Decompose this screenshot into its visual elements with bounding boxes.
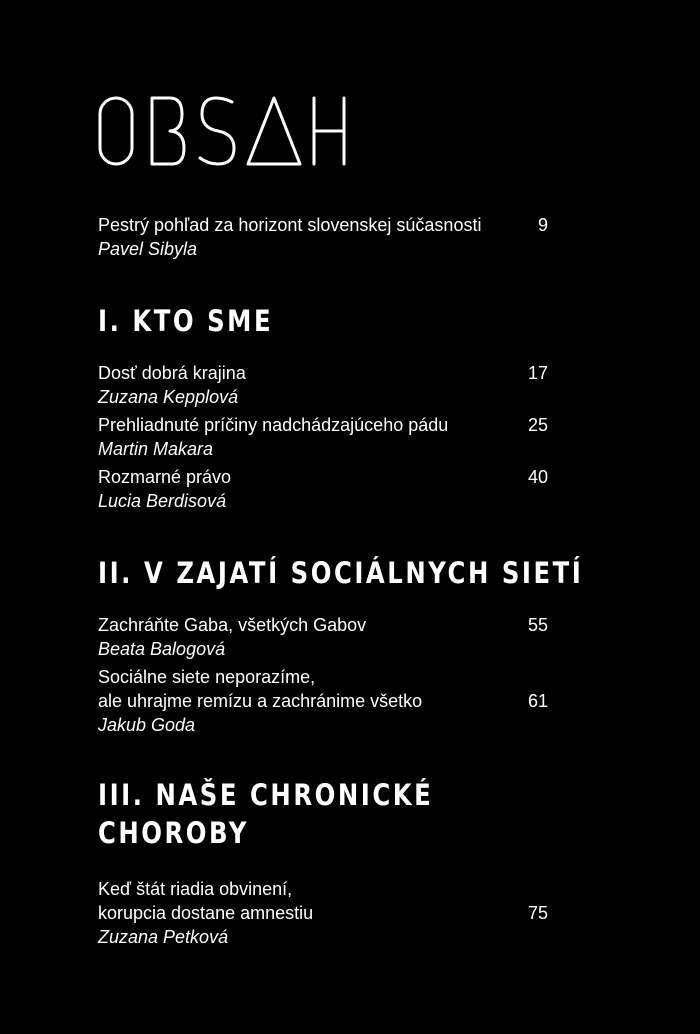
- toc-entry[interactable]: [98, 361, 548, 409]
- entry-page-number: 9: [537, 215, 548, 235]
- section-heading-3-line-1: III. NAŠE CHRONICKÉ: [98, 778, 434, 812]
- toc-entry-intro[interactable]: [98, 213, 548, 261]
- page-title: [98, 96, 350, 166]
- section-heading-3: [98, 776, 433, 852]
- entry-author: Lucia Berdisová: [98, 491, 227, 511]
- entry-author: Pavel Sibyla: [98, 239, 198, 259]
- toc-entry[interactable]: [98, 465, 548, 513]
- entry-title: Prehliadnuté príčiny nadchádzajúceho pádu: [98, 415, 449, 435]
- entry-page-number: 25: [527, 415, 548, 435]
- toc-entry[interactable]: [98, 613, 548, 661]
- section-heading-1: I. KTO SME: [98, 304, 274, 338]
- entry-title: Pestrý pohľad za horizont slovenskej súčasnosti: [98, 215, 482, 235]
- section-heading-2: II. V ZAJATÍ SOCIÁLNYCH SIETÍ: [98, 556, 584, 590]
- toc-entry[interactable]: [98, 665, 548, 737]
- entry-title: Zachráňte Gaba, všetkých Gabov: [98, 615, 367, 635]
- entry-author: Beata Balogová: [98, 639, 226, 659]
- obsah-title-lettering: [98, 96, 350, 166]
- entry-page-number: 40: [527, 467, 548, 487]
- entry-title-line-1: Keď štát riadia obvinení,: [98, 879, 293, 899]
- entry-author: Zuzana Kepplová: [98, 387, 239, 407]
- entry-page-number: 61: [527, 691, 548, 711]
- entry-author: Martin Makara: [98, 439, 214, 459]
- entry-title-line-2: korupcia dostane amnestiu: [98, 903, 314, 923]
- entry-title: Rozmarné právo: [98, 467, 232, 487]
- entry-title-line-2: ale uhrajme remízu a zachránime všetko: [98, 691, 423, 711]
- entry-title: Dosť dobrá krajina: [98, 363, 246, 383]
- toc-entry[interactable]: [98, 413, 548, 461]
- entry-page-number: 55: [527, 615, 548, 635]
- entry-title-line-1: Sociálne siete neporazíme,: [98, 667, 316, 687]
- toc-entry[interactable]: [98, 877, 548, 949]
- entry-author: Zuzana Petková: [98, 927, 229, 947]
- entry-page-number: 75: [527, 903, 548, 923]
- entry-author: Jakub Goda: [98, 715, 196, 735]
- section-heading-3-line-2: CHOROBY: [98, 816, 249, 850]
- entry-page-number: 17: [527, 363, 548, 383]
